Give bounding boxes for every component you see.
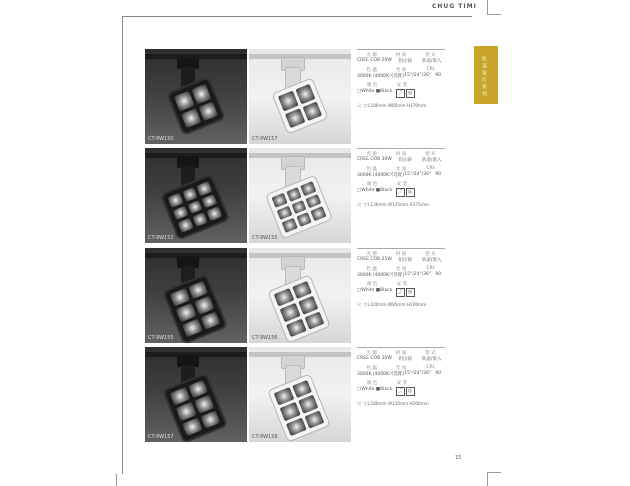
lens-cell xyxy=(176,402,196,421)
lamp-head xyxy=(169,79,224,134)
value-body-color: □White ■Black xyxy=(357,288,393,293)
size-spec: 尺 寸:L130mm W125mm H175mm xyxy=(357,202,429,207)
lamp-head xyxy=(273,79,328,134)
lamp-head xyxy=(164,375,225,442)
lens-cell xyxy=(187,200,203,215)
label-cri: CRI xyxy=(426,166,435,171)
value-type: 轨道/嵌入 xyxy=(421,158,442,163)
spec-rule xyxy=(357,347,445,348)
brand-logo: CHUG TIMI xyxy=(432,3,477,10)
value-power: CREE COB 30W xyxy=(357,157,392,162)
size-spec: 尺 寸:L100mm W85mm H170mm xyxy=(357,103,427,108)
value-material: 铝压铸 xyxy=(398,59,412,64)
product-code: CT-9W158 xyxy=(252,434,278,440)
label-install: 安 装 xyxy=(396,381,408,386)
spec-rule xyxy=(357,49,445,50)
lens-cell xyxy=(291,200,307,215)
lens-cell xyxy=(286,187,302,202)
label-power: 光 源 xyxy=(366,152,377,157)
lamp-head xyxy=(162,176,227,238)
lens-cell xyxy=(271,193,287,208)
lens-cell xyxy=(174,91,194,111)
label-material: 材 质 xyxy=(395,252,407,257)
lens-cell xyxy=(181,108,201,128)
lens-cell xyxy=(298,296,318,315)
value-color-temp: 3000K (4000K可选配) xyxy=(357,372,405,377)
label-body-color: 颜 色 xyxy=(366,182,378,187)
crop-mark xyxy=(487,14,501,15)
label-material: 材 质 xyxy=(395,152,407,157)
label-type: 型 式 xyxy=(425,351,436,356)
lens-cell xyxy=(282,218,298,233)
lens-cell xyxy=(280,303,300,322)
recessed-mount-icon: ◎ xyxy=(406,288,415,297)
product-photo-light xyxy=(249,347,351,442)
value-type: 轨道/嵌入 xyxy=(421,59,442,64)
value-beam: 15°/24°/36° xyxy=(404,172,432,177)
product-photo-dark xyxy=(145,248,247,343)
lens-cell xyxy=(306,194,322,209)
lens-cell xyxy=(286,418,306,437)
lens-cell xyxy=(198,101,218,121)
recessed-mount-icon: ◎ xyxy=(406,89,415,98)
lamp-head xyxy=(164,276,225,343)
label-material: 材 质 xyxy=(395,53,407,58)
lens-cell xyxy=(173,206,189,221)
lens-cell xyxy=(298,395,318,414)
label-color-temp: 色 温 xyxy=(366,68,377,73)
label-install: 安 装 xyxy=(396,83,408,88)
value-color-temp: 3000K (4000K可选配) xyxy=(357,74,405,79)
value-body-color: □White ■Black xyxy=(357,387,393,392)
lens-cell xyxy=(200,311,220,330)
lens-cell xyxy=(191,84,211,104)
lens-cell xyxy=(304,410,324,429)
lens-cell xyxy=(182,187,198,202)
track-mount-icon: ⤴ xyxy=(397,189,403,195)
track-mount-icon: ⤴ xyxy=(397,90,403,96)
label-beam: 光 束 xyxy=(395,167,407,172)
lens-cell xyxy=(197,181,213,196)
label-type: 型 式 xyxy=(425,53,436,58)
label-color-temp: 色 温 xyxy=(366,366,377,371)
label-install: 安 装 xyxy=(396,282,408,287)
product-code: CT-9W157 xyxy=(252,136,278,142)
lens-cell xyxy=(280,402,300,421)
product-row xyxy=(145,49,445,144)
product-photo-light xyxy=(249,248,351,343)
product-code: CT-9W155 xyxy=(148,335,174,341)
lens-cell xyxy=(176,303,196,322)
product-code: CT-9W155 xyxy=(252,235,278,241)
lens-cell xyxy=(286,319,306,338)
crop-mark xyxy=(487,472,488,486)
lens-cell xyxy=(285,108,305,128)
lens-cell xyxy=(167,193,183,208)
lens-cell xyxy=(295,84,315,104)
label-beam: 光 束 xyxy=(395,68,407,73)
install-icons xyxy=(392,387,417,396)
value-color-temp: 3000K (4000K可选配) xyxy=(357,173,405,178)
product-code: CT-9W157 xyxy=(148,434,174,440)
install-icons xyxy=(392,288,417,297)
product-row xyxy=(145,248,445,343)
label-body-color: 颜 色 xyxy=(366,282,378,287)
lens-cell xyxy=(200,410,220,429)
install-icons xyxy=(392,188,417,197)
value-cri: 90 xyxy=(435,172,441,177)
track-mount-icon: ⤴ xyxy=(397,289,403,295)
value-type: 轨道/嵌入 xyxy=(421,357,442,362)
label-body-color: 颜 色 xyxy=(366,381,378,386)
lens-cell xyxy=(278,91,298,111)
crop-mark xyxy=(487,0,488,14)
lamp-head xyxy=(268,375,329,442)
recessed-mount-icon: ◎ xyxy=(406,387,415,396)
product-photo-dark xyxy=(145,148,247,243)
value-power: CREE COB 25W xyxy=(357,257,392,262)
recessed-mount-icon: ◎ xyxy=(406,188,415,197)
value-cri: 90 xyxy=(435,371,441,376)
value-beam: 15°/24°/36° xyxy=(404,371,432,376)
label-color-temp: 色 温 xyxy=(366,167,377,172)
lens-cell xyxy=(194,395,214,414)
lens-cell xyxy=(296,212,312,227)
label-install: 安 装 xyxy=(396,182,408,187)
value-cri: 90 xyxy=(435,73,441,78)
install-icons xyxy=(392,89,417,98)
lens-cell xyxy=(277,206,293,221)
label-type: 型 式 xyxy=(425,252,436,257)
label-color-temp: 色 温 xyxy=(366,267,377,272)
label-cri: CRI xyxy=(426,365,435,370)
label-type: 型 式 xyxy=(425,152,436,157)
label-power: 光 源 xyxy=(366,252,377,257)
value-cri: 90 xyxy=(435,272,441,277)
value-power: CREE COB 20W xyxy=(357,58,392,63)
product-code: CT-9W150 xyxy=(148,136,174,142)
label-power: 光 源 xyxy=(366,53,377,58)
margin-rule xyxy=(122,16,123,474)
lens-cell xyxy=(311,206,327,221)
lamp-head xyxy=(266,176,331,238)
label-body-color: 颜 色 xyxy=(366,83,378,88)
value-beam: 15°/24°/36° xyxy=(404,272,432,277)
lens-cell xyxy=(182,418,202,437)
lens-cell xyxy=(301,181,317,196)
product-row xyxy=(145,347,445,442)
product-photo-light xyxy=(249,49,351,144)
crop-mark xyxy=(116,474,117,486)
track-mount-icon: ⤴ xyxy=(397,388,403,394)
value-material: 铝压铸 xyxy=(398,158,412,163)
crop-mark xyxy=(487,472,501,473)
label-power: 光 源 xyxy=(366,351,377,356)
value-beam: 15°/24°/36° xyxy=(404,73,432,78)
lens-cell xyxy=(182,319,202,338)
lens-cell xyxy=(194,296,214,315)
value-type: 轨道/嵌入 xyxy=(421,258,442,263)
lens-cell xyxy=(304,311,324,330)
page-number: 15 xyxy=(455,455,462,461)
product-code: CT-9W152 xyxy=(148,235,174,241)
lamp-head xyxy=(268,276,329,343)
label-beam: 光 束 xyxy=(395,366,407,371)
section-tab-label: 轨道射灯系列 xyxy=(481,56,487,98)
label-material: 材 质 xyxy=(395,351,407,356)
size-spec: 尺 寸:L100mm W85mm H200mm xyxy=(357,302,427,307)
product-photo-dark xyxy=(145,49,247,144)
size-spec: 尺 寸:L180mm W120mm H200mm xyxy=(357,401,429,406)
value-material: 铝压铸 xyxy=(398,258,412,263)
header-rule xyxy=(122,16,472,17)
label-cri: CRI xyxy=(426,266,435,271)
value-power: CREE COB 30W xyxy=(357,356,392,361)
spec-rule xyxy=(357,148,445,149)
product-photo-dark xyxy=(145,347,247,442)
lens-cell xyxy=(178,218,194,233)
product-code: CT-9W156 xyxy=(252,335,278,341)
value-color-temp: 3000K (4000K可选配) xyxy=(357,273,405,278)
value-body-color: □White ■Black xyxy=(357,89,393,94)
product-row xyxy=(145,148,445,243)
value-body-color: □White ■Black xyxy=(357,188,393,193)
section-tab xyxy=(474,46,498,104)
product-photo-light xyxy=(249,148,351,243)
label-beam: 光 束 xyxy=(395,267,407,272)
lens-cell xyxy=(202,194,218,209)
label-cri: CRI xyxy=(426,67,435,72)
lens-cell xyxy=(207,206,223,221)
lens-cell xyxy=(302,101,322,121)
lens-cell xyxy=(192,212,208,227)
value-material: 铝压铸 xyxy=(398,357,412,362)
spec-rule xyxy=(357,248,445,249)
